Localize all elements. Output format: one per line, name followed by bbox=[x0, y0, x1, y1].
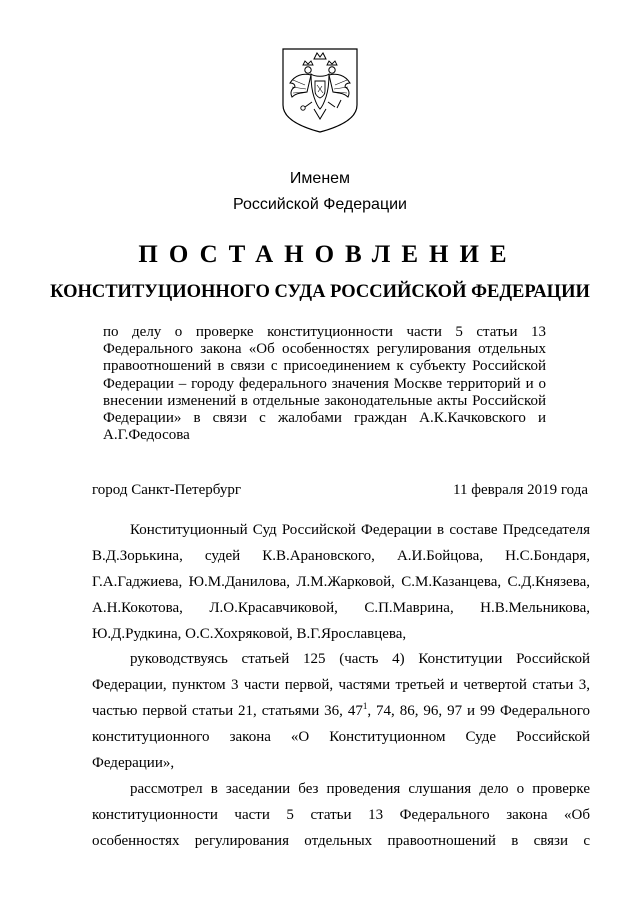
court-name: КОНСТИТУЦИОННОГО СУДА РОССИЙСКОЙ ФЕДЕРАЦИИ bbox=[50, 282, 590, 302]
body-line: Г.А.Гаджиева, Ю.М.Данилова, Л.М.Жарковой, С.М.Казанцева, С.Д.Князева, bbox=[92, 573, 590, 590]
subject-line: Федерального закона «Об особенностях регулирования отдельных bbox=[103, 341, 546, 358]
coat-of-arms-icon bbox=[281, 47, 359, 133]
body-line: Федерации», bbox=[92, 755, 175, 772]
subject-line: А.Г.Федосова bbox=[103, 427, 190, 444]
body-line: В.Д.Зорькина, судей К.В.Арановского, А.И.Бойцова, Н.С.Бондаря, bbox=[92, 547, 590, 564]
superscript: 1 bbox=[362, 701, 368, 712]
case-subject bbox=[103, 324, 546, 444]
subject-line: внесении изменений в отдельные законодательные акты Российской bbox=[103, 392, 546, 409]
body-line: конституционного закона «О Конституционном Суде Российской bbox=[92, 729, 590, 746]
body-line: конституционности части 5 статьи 13 Федерального закона «Об bbox=[92, 806, 590, 823]
body-line: особенностях регулирования отдельных правоотношений в связи с bbox=[92, 832, 590, 849]
body-line: руководствуясь статьей 125 (часть 4) Конституции Российской bbox=[130, 651, 590, 668]
russian-federation-line: Российской Федерации bbox=[233, 196, 407, 213]
body-line: Ю.Д.Рудкина, О.С.Хохряковой, В.Г.Ярославцева, bbox=[92, 625, 407, 642]
document-title: ПОСТАНОВЛЕНИЕ bbox=[138, 241, 518, 268]
subject-line: Федерации» в связи с жалобами граждан А.К.Качковского и bbox=[103, 409, 546, 426]
subject-line: по делу о проверке конституционности части 5 статьи 13 bbox=[103, 324, 546, 340]
subject-line: Федерации – городу федерального значения Москве территорий и о bbox=[103, 375, 546, 392]
place: город Санкт-Петербург bbox=[92, 482, 241, 498]
body-line: Федерации, пунктом 3 части первой, частями третьей и четвертой статьи 3, bbox=[92, 677, 590, 694]
body-line: Конституционный Суд Российской Федерации в составе Председателя bbox=[130, 522, 590, 538]
subject-line: правоотношений в связи с присоединением к субъекту Российской bbox=[103, 358, 546, 375]
body-line-part: частью первой статьи 21, статьями 36, 47 bbox=[92, 703, 363, 720]
document-body bbox=[92, 518, 590, 855]
body-line: рассмотрел в заседании без проведения слушания дело о проверке bbox=[130, 780, 590, 797]
body-line bbox=[92, 699, 590, 725]
in-the-name-line: Именем bbox=[289, 170, 351, 187]
date: 11 февраля 2019 года bbox=[453, 482, 588, 498]
body-line-part: , 74, 86, 96, 97 и 99 Федерального bbox=[367, 703, 590, 720]
body-line: А.Н.Кокотова, Л.О.Красавчиковой, С.П.Маврина, Н.В.Мельникова, bbox=[92, 599, 590, 616]
